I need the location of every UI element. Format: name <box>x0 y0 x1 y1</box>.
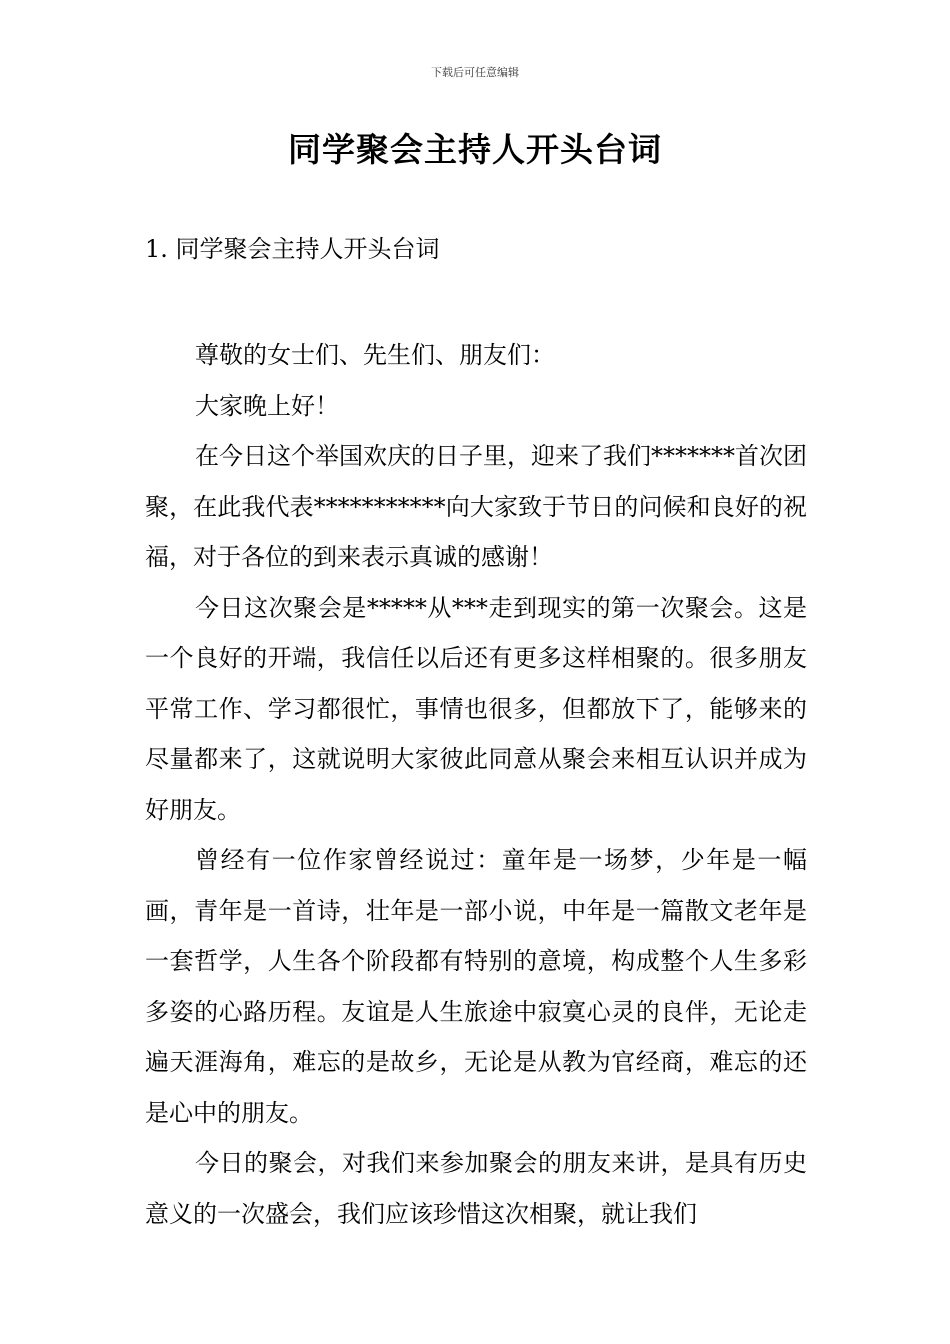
document-title: 同学聚会主持人开头台词 <box>288 130 662 169</box>
paragraph-welcome: 在今日这个举国欢庆的日子里，迎来了我们*******首次团聚，在此我代表***********向大家致于节日的问候和良好的祝福，对于各位的到来表示真诚的感谢！ <box>145 442 807 571</box>
paragraph-first-gathering: 今日这次聚会是*****从***走到现实的第一次聚会。这是一个良好的开端，我信任以后还有更多这样相聚的。很多朋友平常工作、学习都很忙，事情也很多，但都放下了，能够来的尽量都来了，这就说明大家彼此同意从聚会来相互认识并成为好朋友。 <box>145 593 807 824</box>
paragraph-greeting: 尊敬的女士们、先生们、朋友们： <box>195 341 555 369</box>
paragraph-cherish: 今日的聚会，对我们来参加聚会的朋友来讲，是具有历史意义的一次盛会，我们应该珍惜这次相聚，就让我们 <box>145 1149 807 1228</box>
body-text <box>145 330 807 1239</box>
paragraph-quote: 曾经有一位作家曾经说过：童年是一场梦，少年是一幅画，青年是一首诗，壮年是一部小说，中年是一篇散文老年是一套哲学，人生各个阶段都有特别的意境，构成整个人生多彩多姿的心路历程。友谊是人生旅途中寂寞心灵的良伴，无论走遍天涯海角，难忘的是故乡，无论是从教为官经商，难忘的还是心中的朋友。 <box>145 846 807 1127</box>
header-note: 下载后可任意编辑 <box>431 66 519 79</box>
section-heading: 1. 同学聚会主持人开头台词 <box>145 235 440 263</box>
paragraph-evening: 大家晚上好！ <box>195 391 339 420</box>
